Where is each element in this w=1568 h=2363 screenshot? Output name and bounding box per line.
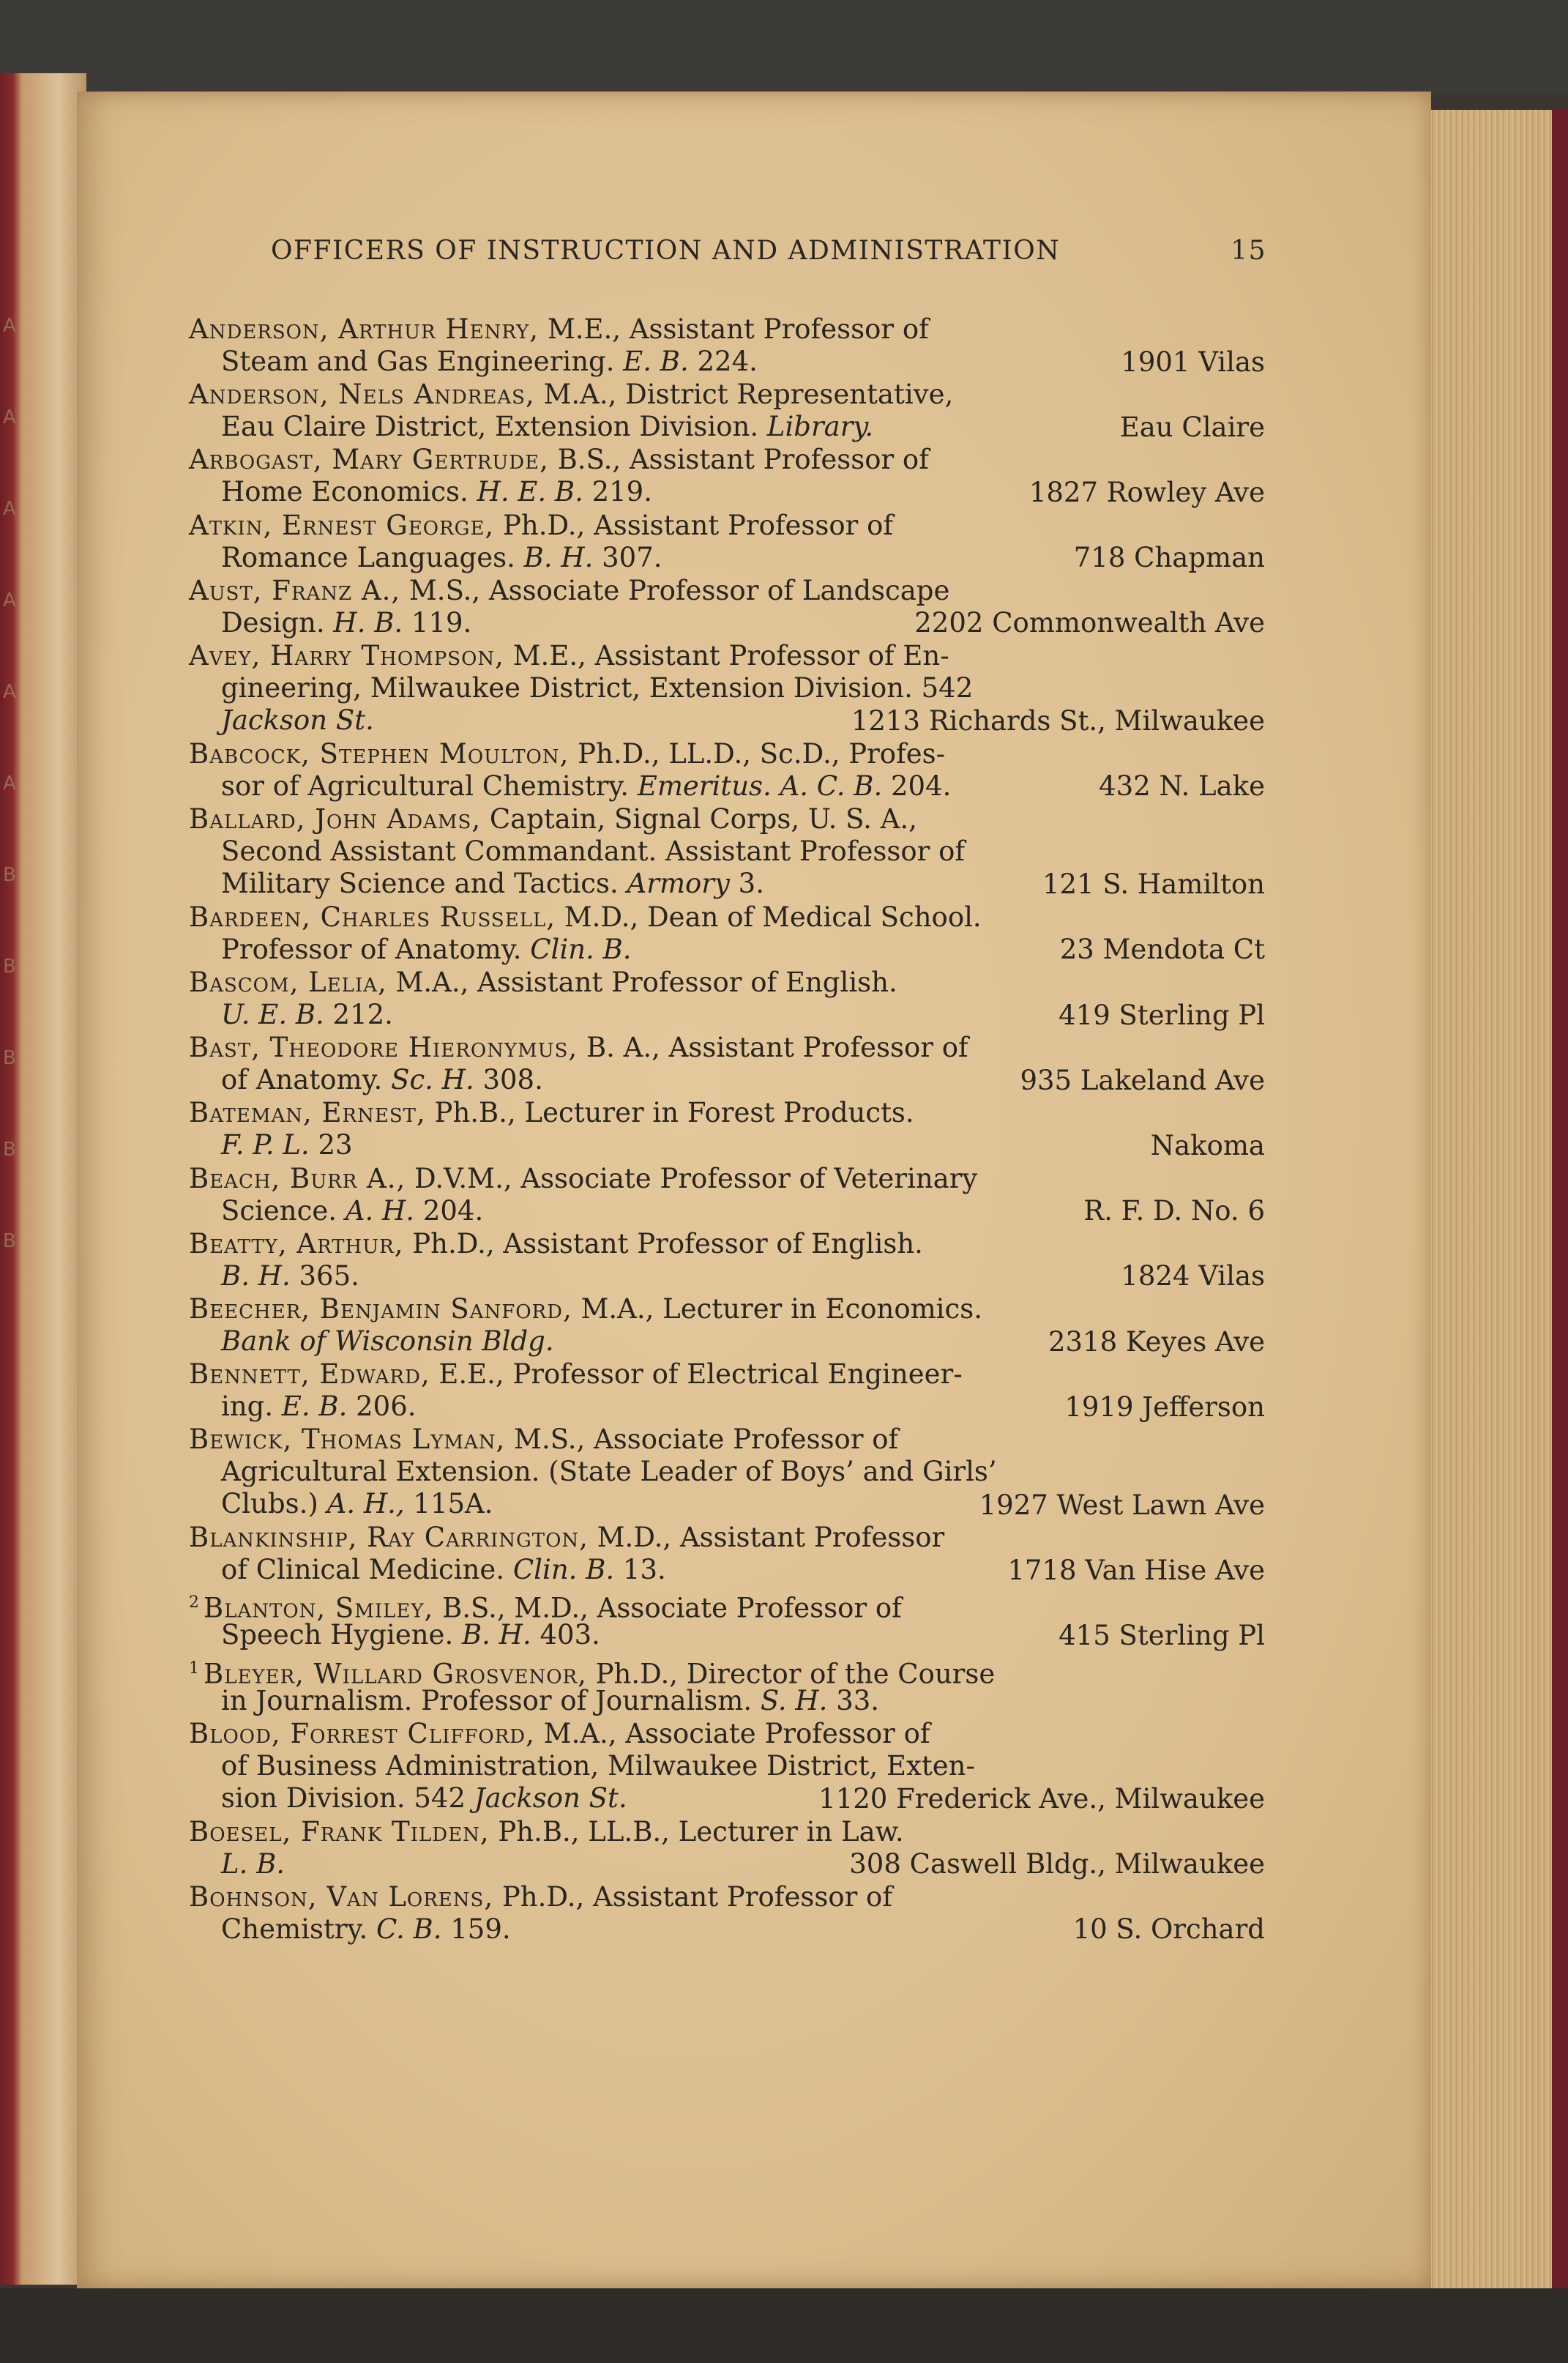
person-name: Bohnson, Van Lorens, — [189, 1880, 494, 1913]
entry-title: E.E., Professor of Electrical Engineer- — [430, 1358, 963, 1391]
entry-title: M.D., Dean of Medical School. — [555, 901, 982, 933]
office-location: B. H. — [461, 1619, 531, 1651]
left-margin-fragment: A — [3, 406, 16, 428]
entry-text: of Business Administration, Milwaukee District, Exten- — [221, 1749, 976, 1782]
entry-line-1 — [189, 1718, 930, 1750]
home-address: 1919 Jefferson — [1064, 1391, 1265, 1423]
entry-line-2 — [221, 934, 632, 966]
home-address: 415 Sterling Pl — [1059, 1619, 1265, 1651]
entry-title: M.D., Assistant Professor — [588, 1522, 945, 1554]
person-name: Bardeen, Charles Russell, — [189, 901, 556, 933]
entry-line-2 — [221, 607, 471, 639]
office-location: B. H. — [221, 1259, 291, 1292]
person-name: Bennett, Edward, — [189, 1358, 430, 1391]
entry-title: Ph.D., Assistant Professor of English. — [403, 1227, 923, 1259]
office-location: Jackson St. — [221, 704, 374, 736]
entry-text: Professor of Anatomy. — [221, 933, 531, 965]
office-room: 403. — [531, 1619, 600, 1651]
entry-line-2 — [221, 1129, 353, 1161]
entry-title: Ph.D., Assistant Professor of — [494, 509, 894, 541]
entry-text: Science. — [221, 1194, 346, 1227]
office-room: 3. — [729, 868, 764, 899]
entry-title: M.A., Assistant Professor of English. — [387, 967, 897, 998]
entry-line-1 — [189, 1228, 923, 1260]
person-name: Avey, Harry Thompson, — [189, 640, 504, 671]
office-location: F. P. L. — [221, 1129, 310, 1161]
entry-line-1 — [189, 575, 949, 607]
office-location: A. H. — [345, 1194, 415, 1227]
left-page-edge — [0, 73, 86, 2285]
home-address: 308 Caswell Bldg., Milwaukee — [849, 1848, 1265, 1880]
home-address: 1824 Vilas — [1121, 1260, 1265, 1292]
entry-line-2 — [221, 1325, 554, 1358]
person-name: Bast, Theodore Hieronymus, — [189, 1032, 578, 1064]
home-address: 1120 Frederick Ave., Milwaukee — [818, 1782, 1265, 1815]
entry-title: Ph.D., Director of the Course — [586, 1657, 996, 1689]
entry-line-1 — [189, 738, 945, 770]
home-address: 1213 Richards St., Milwaukee — [851, 705, 1265, 737]
entry-line-2 — [221, 999, 393, 1031]
entry-title: M.S., Associate Professor of Landscape — [400, 574, 950, 606]
entry-line-1 — [189, 510, 893, 542]
entry-line-2 — [221, 476, 652, 508]
entry-title: Ph.B., LL.B., Lecturer in Law. — [489, 1815, 904, 1847]
entry-title: B.S., Assistant Professor of — [548, 444, 929, 476]
entry-line-3 — [221, 1782, 627, 1815]
office-location: U. E. B. — [221, 999, 324, 1030]
running-header-title: OFFICERS OF INSTRUCTION AND ADMINISTRATION — [271, 236, 1061, 266]
entry-line-1 — [189, 640, 949, 672]
person-name: Blood, Forrest Clifford, — [189, 1717, 535, 1749]
office-room: 219. — [583, 476, 652, 508]
office-location: Clin. B. — [530, 933, 632, 965]
left-margin-fragment: A — [3, 315, 16, 337]
footnote-marker: 1 — [189, 1659, 199, 1678]
entry-title: B.S., M.D., Associate Professor of — [433, 1592, 902, 1624]
person-name: Beach, Burr A., — [189, 1162, 406, 1194]
office-room: 23 — [309, 1129, 353, 1161]
entry-line-2 — [221, 1260, 359, 1292]
entry-title: M.A., District Representative, — [534, 379, 954, 411]
office-location: L. B. — [221, 1847, 285, 1880]
left-margin-fragment: B — [3, 1230, 16, 1252]
left-margin-fragment: A — [3, 681, 16, 703]
person-name: Atkin, Ernest George, — [189, 509, 495, 541]
entry-line-1 — [189, 1522, 944, 1554]
entry-text: Home Economics. — [221, 476, 477, 508]
entry-line-2 — [221, 1456, 997, 1488]
entry-title: M.A., Associate Professor of — [534, 1717, 930, 1749]
entry-line-2 — [221, 672, 973, 704]
home-address: Nakoma — [1150, 1129, 1265, 1161]
entry-text: sion Division. 542 — [221, 1782, 474, 1814]
entry-line-1 — [189, 1097, 914, 1129]
left-margin-fragment: B — [3, 956, 16, 978]
entry-text: Chemistry. — [221, 1913, 377, 1945]
entry-line-2 — [221, 1848, 285, 1880]
home-address: 718 Chapman — [1073, 542, 1265, 574]
entry-line-1 — [189, 379, 953, 411]
office-location: Jackson St. — [474, 1782, 627, 1814]
office-room: 365. — [290, 1259, 359, 1292]
entry-title: Ph.D., Assistant Professor of — [493, 1880, 893, 1913]
home-address: 1927 West Lawn Ave — [979, 1489, 1265, 1521]
entry-text: Steam and Gas Engineering. — [221, 346, 624, 377]
entry-text: Clubs.) — [221, 1488, 327, 1520]
entry-line-2 — [221, 1391, 417, 1423]
entry-line-1 — [189, 1032, 968, 1064]
person-name: Beatty, Arthur, — [189, 1227, 404, 1259]
office-location: S. H. — [760, 1684, 828, 1716]
home-address: 1827 Rowley Ave — [1028, 476, 1265, 508]
person-name: Blanton, Smiley, — [204, 1592, 434, 1624]
entry-text: Design. — [221, 606, 334, 639]
office-location: B. H. — [523, 541, 594, 573]
person-name: Aust, Franz A., — [189, 574, 401, 606]
entry-line-2 — [221, 836, 965, 868]
entry-line-2 — [221, 542, 662, 574]
entry-line-2 — [221, 1750, 975, 1782]
entry-line-1 — [189, 1881, 892, 1913]
office-location: Bank of Wisconsin Bldg. — [221, 1325, 554, 1357]
person-name: Bleyer, Willard Grosvenor, — [204, 1657, 587, 1689]
office-room: 307. — [593, 541, 662, 573]
entry-line-1 — [189, 803, 917, 836]
office-room: 159. — [441, 1913, 511, 1945]
office-room: 33. — [827, 1684, 880, 1716]
entry-title: B. A., Assistant Professor of — [578, 1032, 968, 1064]
entry-line-2 — [221, 1064, 543, 1096]
entry-text: Romance Languages. — [221, 541, 524, 573]
entry-line-3 — [221, 868, 764, 900]
background-bottom — [0, 2288, 1568, 2363]
entry-line-3 — [221, 1488, 493, 1520]
entry-line-1 — [189, 901, 982, 934]
entry-title: Captain, Signal Corps, U. S. A., — [481, 803, 917, 835]
book-cover-edge — [1552, 110, 1568, 2292]
entry-title: M.E., Assistant Professor of En- — [504, 640, 949, 671]
footnote-marker: 2 — [189, 1593, 199, 1612]
home-address: 935 Lakeland Ave — [1020, 1064, 1265, 1096]
office-room: 212. — [324, 999, 393, 1030]
person-name: Anderson, Arthur Henry, — [189, 313, 540, 345]
entry-text: Eau Claire District, Extension Division. — [221, 411, 767, 443]
entry-text: gineering, Milwaukee District, Extension Division. 542 — [221, 672, 974, 704]
entry-line-2 — [221, 1554, 666, 1586]
entry-title: M.A., Lecturer in Economics. — [572, 1293, 982, 1325]
home-address: 1901 Vilas — [1121, 346, 1265, 378]
office-room: 204. — [882, 770, 952, 802]
entry-line-2 — [221, 1619, 600, 1651]
person-name: Bascom, Lelia, — [189, 967, 387, 998]
entry-line-3 — [221, 704, 374, 737]
office-room: 206. — [347, 1391, 417, 1423]
entry-line-2 — [221, 346, 758, 378]
home-address: 1718 Van Hise Ave — [1007, 1554, 1265, 1586]
home-address: 10 S. Orchard — [1072, 1913, 1265, 1946]
office-location: H. B. — [333, 606, 403, 639]
person-name: Blankinship, Ray Carrington, — [189, 1522, 589, 1554]
entry-text: ing. — [221, 1391, 282, 1423]
home-address: Eau Claire — [1119, 411, 1265, 443]
right-page-edges — [1427, 110, 1568, 2292]
person-name: Bateman, Ernest, — [189, 1097, 426, 1129]
entry-title: Ph.D., LL.D., Sc.D., Profes- — [569, 737, 946, 770]
entry-text: in Journalism. Professor of Journalism. — [221, 1684, 761, 1716]
person-name: Boesel, Frank Tilden, — [189, 1815, 490, 1847]
home-address: 432 N. Lake — [1099, 770, 1265, 803]
office-location: Emeritus. A. C. B. — [637, 770, 883, 802]
left-margin-fragment: B — [3, 864, 16, 886]
entry-line-2 — [221, 1685, 879, 1717]
person-name: Ballard, John Adams, — [189, 803, 482, 835]
page-number: 15 — [1231, 236, 1266, 266]
entry-line-2 — [221, 1195, 483, 1227]
running-header — [271, 236, 1266, 266]
office-room: 308. — [474, 1064, 543, 1096]
office-location: Library. — [766, 411, 874, 443]
background-top — [0, 0, 1568, 95]
home-address: 121 S. Hamilton — [1042, 868, 1265, 901]
office-location: C. B. — [376, 1913, 442, 1945]
person-name: Bewick, Thomas Lyman, — [189, 1424, 506, 1456]
home-address: R. F. D. No. 6 — [1083, 1195, 1265, 1227]
entry-title: Ph.B., Lecturer in Forest Products. — [425, 1097, 914, 1129]
entry-line-1 — [189, 313, 929, 346]
entry-line-1 — [189, 967, 897, 999]
entry-text: of Anatomy. — [221, 1064, 392, 1096]
left-margin-fragment: A — [3, 589, 16, 611]
entry-text: Speech Hygiene. — [221, 1619, 462, 1651]
entry-line-1 — [189, 1816, 904, 1848]
left-margin-fragment: A — [3, 773, 16, 795]
entry-line-2 — [221, 770, 951, 803]
entry-title: D.V.M., Associate Professor of Veterinary — [406, 1162, 978, 1194]
home-address: 2318 Keyes Ave — [1048, 1325, 1265, 1358]
office-room: 119. — [403, 606, 472, 639]
home-address: 419 Sterling Pl — [1059, 999, 1265, 1031]
office-location: Armory — [627, 868, 730, 899]
office-location: E. B. — [623, 346, 689, 377]
left-margin-fragment: B — [3, 1139, 16, 1161]
office-location: A. H., — [326, 1488, 405, 1520]
entry-title: M.E., Assistant Professor of — [539, 313, 929, 345]
office-location: H. E. B. — [477, 476, 583, 508]
entry-line-1 — [189, 1358, 963, 1391]
left-margin-fragment: B — [3, 1047, 16, 1069]
person-name: Beecher, Benjamin Sanford, — [189, 1293, 572, 1325]
entry-line-1 — [189, 1424, 898, 1456]
person-name: Anderson, Nels Andreas, — [189, 379, 535, 411]
entry-text: Military Science and Tactics. — [221, 868, 627, 899]
home-address: 23 Mendota Ct — [1059, 934, 1265, 966]
office-location: E. B. — [281, 1391, 348, 1423]
entry-line-2 — [221, 411, 873, 443]
office-room: 204. — [414, 1194, 484, 1227]
entry-text: sor of Agricultural Chemistry. — [221, 770, 638, 802]
office-room: 224. — [688, 346, 758, 377]
entry-text: of Clinical Medicine. — [221, 1554, 513, 1586]
entry-line-1 — [189, 1163, 977, 1195]
entry-line-2 — [221, 1913, 511, 1946]
office-room: 115A. — [404, 1488, 493, 1520]
person-name: Arbogast, Mary Gertrude, — [189, 444, 549, 476]
left-margin-fragment: A — [3, 498, 16, 520]
office-location: Clin. B. — [512, 1554, 615, 1586]
entry-text: Second Assistant Commandant. Assistant Professor of — [221, 836, 966, 867]
entry-text: Agricultural Extension. (State Leader of Boys’ and Girls’ — [221, 1456, 997, 1488]
entry-line-1 — [189, 444, 929, 476]
entry-line-1 — [189, 1293, 982, 1325]
office-location: Sc. H. — [391, 1064, 474, 1096]
home-address: 2202 Commonwealth Ave — [914, 607, 1265, 639]
entry-title: M.S., Associate Professor of — [505, 1424, 899, 1456]
person-name: Babcock, Stephen Moulton, — [189, 737, 570, 770]
office-room: 13. — [614, 1554, 666, 1586]
